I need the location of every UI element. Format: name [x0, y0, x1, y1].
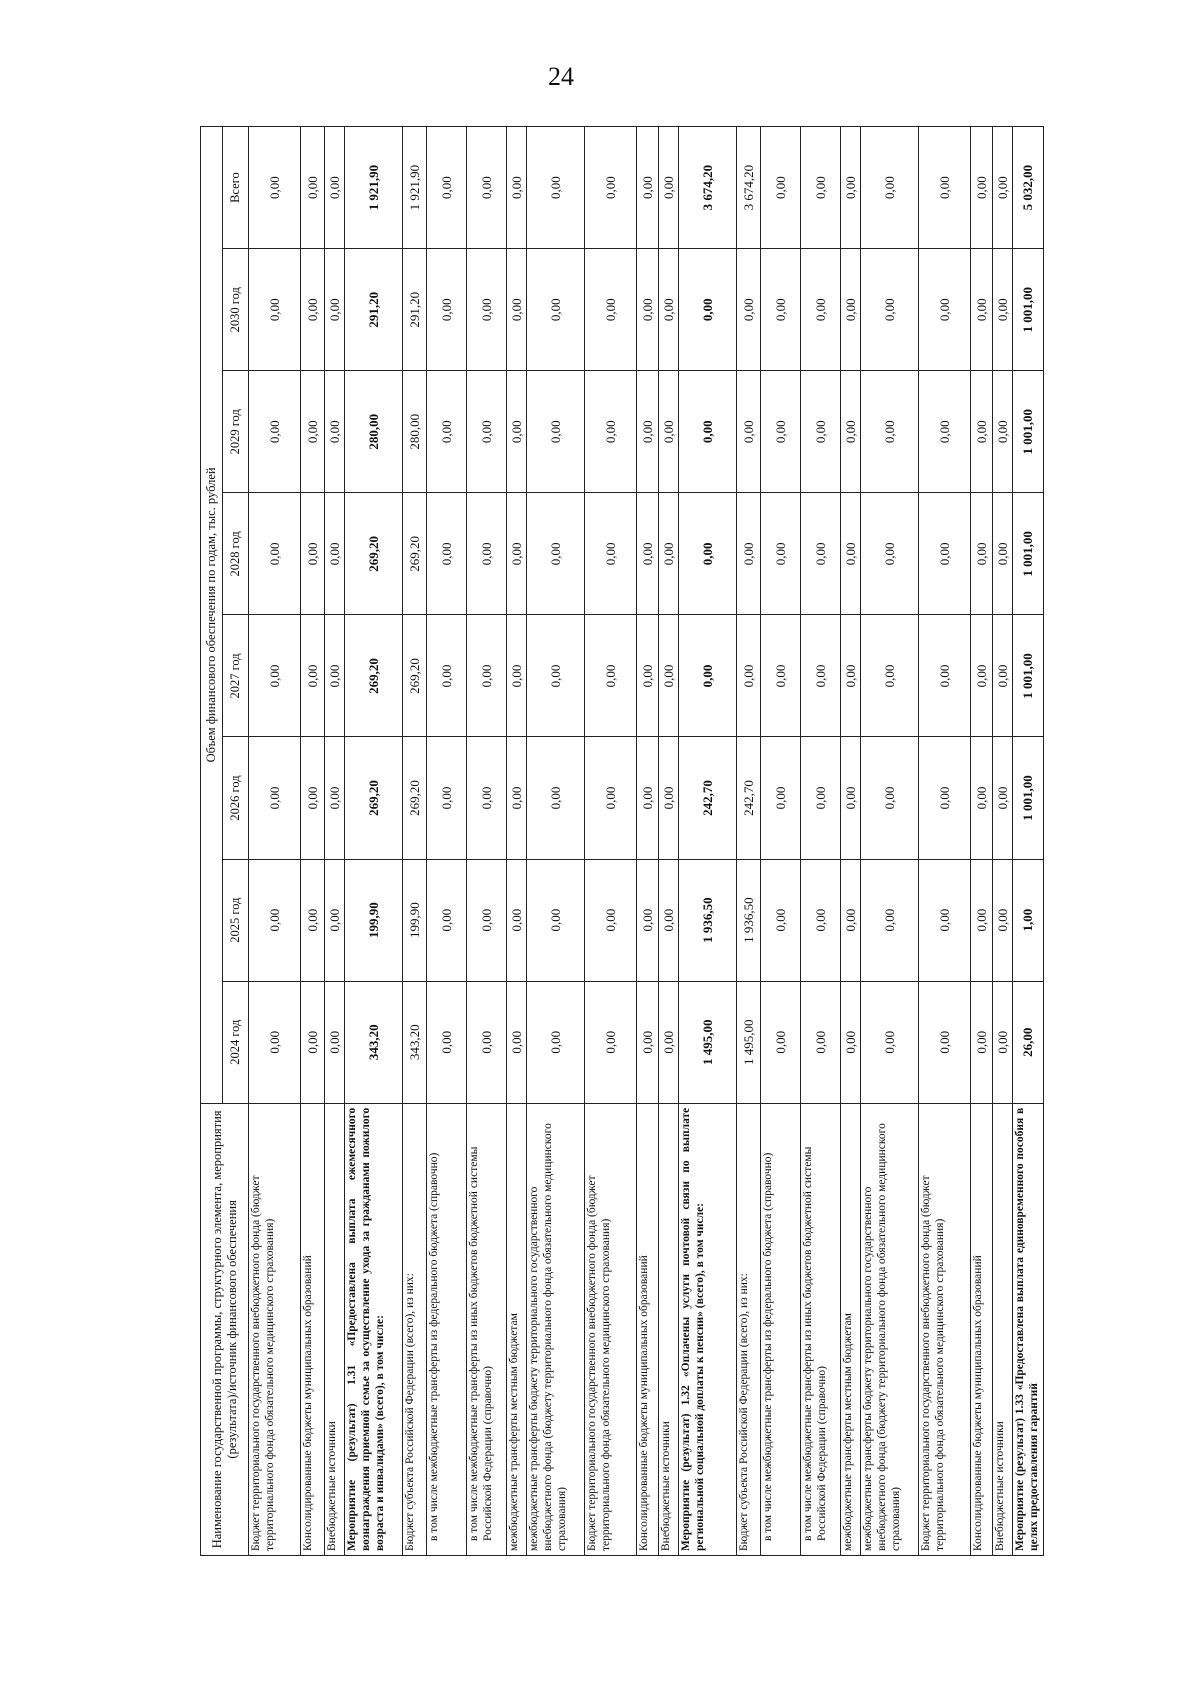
row-year-value: 0,00	[801, 615, 841, 737]
row-year-value: 0,00	[761, 737, 801, 859]
row-year-value: 0,00	[861, 615, 919, 737]
row-year-value: 0,00	[325, 371, 345, 493]
row-year-value: 0,00	[585, 981, 637, 1103]
row-total-value: 1 921,90	[403, 127, 427, 249]
row-year-value: 0,00	[527, 249, 585, 371]
row-year-value: 0,00	[919, 493, 971, 615]
row-year-value: 1 001,00	[1013, 371, 1044, 493]
row-year-value: 0,00	[993, 859, 1013, 981]
row-year-value: 0,00	[679, 371, 737, 493]
row-source-name: Внебюджетные источники	[659, 1103, 679, 1555]
row-year-value: 0,00	[971, 737, 993, 859]
row-year-value: 0,00	[249, 249, 301, 371]
row-year-value: 0,00	[249, 737, 301, 859]
row-year-value: 0,00	[993, 615, 1013, 737]
row-year-value: 0,00	[919, 371, 971, 493]
row-total-value: 0,00	[585, 127, 637, 249]
row-year-value: 0,00	[679, 249, 737, 371]
row-source-name: Консолидированные бюджеты муниципальных образований	[971, 1103, 993, 1555]
row-year-value: 0,00	[325, 859, 345, 981]
row-year-value: 0,00	[325, 981, 345, 1103]
row-year-value: 0,00	[585, 371, 637, 493]
row-year-value: 0,00	[585, 249, 637, 371]
row-total-value: 1 921,90	[345, 127, 403, 249]
row-total-value: 0,00	[971, 127, 993, 249]
row-year-value: 0,00	[971, 249, 993, 371]
row-year-value: 269,20	[345, 615, 403, 737]
table-row	[301, 127, 325, 1556]
row-year-value: 0,00	[761, 249, 801, 371]
row-year-value: 0,00	[993, 981, 1013, 1103]
row-year-value: 0,00	[659, 493, 679, 615]
row-year-value: 0,00	[507, 615, 527, 737]
row-year-value: 1 001,00	[1013, 249, 1044, 371]
row-year-value: 0,00	[861, 249, 919, 371]
row-year-value: 0,00	[679, 493, 737, 615]
row-year-value: 291,20	[403, 249, 427, 371]
row-year-value: 0,00	[527, 859, 585, 981]
row-total-value: 0,00	[861, 127, 919, 249]
row-year-value: 0,00	[249, 371, 301, 493]
row-year-value: 0,00	[301, 249, 325, 371]
header-total: Всего	[223, 127, 249, 249]
row-year-value: 0,00	[919, 859, 971, 981]
table-row	[841, 127, 861, 1556]
row-year-value: 0,00	[659, 615, 679, 737]
row-year-value: 269,20	[345, 493, 403, 615]
row-year-value: 0,00	[737, 371, 761, 493]
row-year-value: 0,00	[249, 615, 301, 737]
row-year-value: 0,00	[971, 493, 993, 615]
row-year-value: 0,00	[971, 371, 993, 493]
table-row	[679, 127, 737, 1556]
row-total-value: 0,00	[841, 127, 861, 249]
row-total-value: 0,00	[427, 127, 467, 249]
row-year-value: 0,00	[467, 493, 507, 615]
table-row	[761, 127, 801, 1556]
row-year-value: 269,20	[403, 493, 427, 615]
table-row	[325, 127, 345, 1556]
row-year-value: 0,00	[527, 615, 585, 737]
row-year-value: 1 495,00	[679, 981, 737, 1103]
table-row	[427, 127, 467, 1556]
row-year-value: 0,00	[249, 981, 301, 1103]
row-year-value: 0,00	[761, 371, 801, 493]
row-year-value: 0,00	[919, 737, 971, 859]
row-year-value: 0,00	[325, 249, 345, 371]
row-source-name: в том числе межбюджетные трансферты из иных бюджетов бюджетной системы Российской Федерации (справочно)	[801, 1103, 841, 1555]
row-year-value: 0,00	[737, 249, 761, 371]
row-total-value: 0,00	[993, 127, 1013, 249]
row-year-value: 0,00	[507, 371, 527, 493]
row-year-value: 0,00	[861, 371, 919, 493]
table-row	[737, 127, 761, 1556]
row-year-value: 0,00	[507, 493, 527, 615]
row-year-value: 0,00	[993, 371, 1013, 493]
row-year-value: 0,00	[801, 737, 841, 859]
row-year-value: 1 936,50	[679, 859, 737, 981]
row-year-value: 0,00	[637, 249, 659, 371]
row-year-value: 269,20	[403, 737, 427, 859]
row-year-value: 0,00	[325, 493, 345, 615]
row-source-name: Внебюджетные источники	[993, 1103, 1013, 1555]
row-year-value: 280,00	[345, 371, 403, 493]
row-year-value: 0,00	[637, 493, 659, 615]
row-total-value: 0,00	[325, 127, 345, 249]
row-year-value: 0,00	[993, 493, 1013, 615]
row-year-value: 26,00	[1013, 981, 1044, 1103]
header-year: 2026 год	[223, 737, 249, 859]
row-total-value: 0,00	[527, 127, 585, 249]
row-year-value: 199,90	[345, 859, 403, 981]
row-year-value: 0,00	[679, 615, 737, 737]
row-source-name: Бюджет субъекта Российской Федерации (всего), из них:	[403, 1103, 427, 1555]
row-year-value: 1 001,00	[1013, 493, 1044, 615]
row-total-value: 0,00	[467, 127, 507, 249]
row-year-value: 0,00	[427, 737, 467, 859]
table-row	[585, 127, 637, 1556]
table-row	[919, 127, 971, 1556]
table-row	[637, 127, 659, 1556]
row-total-value: 0,00	[659, 127, 679, 249]
row-total-value: 3 674,20	[679, 127, 737, 249]
table-row	[861, 127, 919, 1556]
row-source-name: Консолидированные бюджеты муниципальных образований	[301, 1103, 325, 1555]
row-year-value: 0,00	[637, 737, 659, 859]
page-number: 24	[548, 62, 574, 91]
row-year-value: 0,00	[659, 371, 679, 493]
row-source-name: в том числе межбюджетные трансферты из федерального бюджета (справочно)	[427, 1103, 467, 1555]
row-year-value: 0,00	[637, 981, 659, 1103]
row-year-value: 1 495,00	[737, 981, 761, 1103]
table-row	[993, 127, 1013, 1556]
row-source-name: Консолидированные бюджеты муниципальных образований	[637, 1103, 659, 1555]
row-year-value: 0,00	[467, 371, 507, 493]
row-source-name: межбюджетные трансферты местным бюджетам	[507, 1103, 527, 1555]
row-year-value: 0,00	[971, 615, 993, 737]
row-year-value: 0,00	[841, 615, 861, 737]
header-year: 2030 год	[223, 249, 249, 371]
row-year-value: 0,00	[861, 493, 919, 615]
row-year-value: 0,00	[507, 737, 527, 859]
row-year-value: 280,00	[403, 371, 427, 493]
row-source-name: межбюджетные трансферты бюджету территориального государственного внебюджетного фонда (бюджету территориального фонда обязательного медицинского страхования)	[861, 1103, 919, 1555]
row-year-value: 0,00	[249, 493, 301, 615]
row-year-value: 291,20	[345, 249, 403, 371]
table-row	[507, 127, 527, 1556]
table-row	[1013, 127, 1044, 1556]
row-source-name: межбюджетные трансферты местным бюджетам	[841, 1103, 861, 1555]
row-source-name: Мероприятие (результат) 1.31 «Предоставлена выплата ежемесячного вознаграждения приемной семье за осуществление ухода за гражданами пожилого возраста и инвалидами» (всего), в том числе:	[345, 1103, 403, 1555]
row-year-value: 0,00	[427, 493, 467, 615]
row-year-value: 0,00	[507, 249, 527, 371]
row-year-value: 0,00	[841, 981, 861, 1103]
row-year-value: 0,00	[301, 737, 325, 859]
row-year-value: 269,20	[403, 615, 427, 737]
header-year: 2024 год	[223, 981, 249, 1103]
row-year-value: 343,20	[345, 981, 403, 1103]
row-year-value: 0,00	[761, 615, 801, 737]
row-year-value: 0,00	[585, 859, 637, 981]
row-source-name: Бюджет субъекта Российской Федерации (всего), из них:	[737, 1103, 761, 1555]
row-year-value: 0,00	[325, 615, 345, 737]
row-year-value: 0,00	[841, 249, 861, 371]
header-year: 2029 год	[223, 371, 249, 493]
row-year-value: 0,00	[993, 737, 1013, 859]
row-year-value: 0,00	[761, 493, 801, 615]
row-year-value: 0,00	[971, 859, 993, 981]
row-total-value: 3 674,20	[737, 127, 761, 249]
row-year-value: 0,00	[841, 737, 861, 859]
row-year-value: 0,00	[841, 371, 861, 493]
row-source-name: Бюджет территориального государственного внебюджетного фонда (бюджет территориального фонда обязательного медицинского страхования)	[919, 1103, 971, 1555]
row-year-value: 0,00	[659, 981, 679, 1103]
row-source-name: Внебюджетные источники	[325, 1103, 345, 1555]
row-year-value: 0,00	[801, 371, 841, 493]
row-year-value: 0,00	[301, 859, 325, 981]
row-year-value: 0,00	[527, 981, 585, 1103]
row-year-value: 0,00	[301, 371, 325, 493]
table-row	[345, 127, 403, 1556]
row-year-value: 0,00	[919, 249, 971, 371]
row-total-value: 0,00	[919, 127, 971, 249]
row-total-value: 0,00	[801, 127, 841, 249]
row-total-value: 0,00	[637, 127, 659, 249]
row-year-value: 1 936,50	[737, 859, 761, 981]
row-year-value: 0,00	[919, 615, 971, 737]
row-year-value: 0,00	[467, 737, 507, 859]
row-year-value: 0,00	[801, 981, 841, 1103]
row-year-value: 0,00	[637, 859, 659, 981]
row-year-value: 0,00	[427, 249, 467, 371]
table-row	[403, 127, 427, 1556]
row-year-value: 242,70	[679, 737, 737, 859]
row-year-value: 0,00	[801, 493, 841, 615]
row-year-value: 0,00	[919, 981, 971, 1103]
table-body	[249, 127, 1044, 1556]
row-year-value: 0,00	[801, 859, 841, 981]
row-year-value: 242,70	[737, 737, 761, 859]
row-year-value: 0,00	[971, 981, 993, 1103]
row-source-name: в том числе межбюджетные трансферты из иных бюджетов бюджетной системы Российской Федерации (справочно)	[467, 1103, 507, 1555]
row-year-value: 0,00	[761, 859, 801, 981]
row-source-name: в том числе межбюджетные трансферты из федерального бюджета (справочно)	[761, 1103, 801, 1555]
row-year-value: 0,00	[761, 981, 801, 1103]
row-year-value: 0,00	[427, 371, 467, 493]
table-row	[467, 127, 507, 1556]
table-row	[527, 127, 585, 1556]
header-group: Объем финансового обеспечения по годам, тыс. рублей	[201, 127, 223, 1104]
row-source-name: Мероприятие (результат) 1.33 «Предоставлена выплата единовременного пособия в целях предоставления гарантий	[1013, 1103, 1044, 1555]
row-year-value: 1,00	[1013, 859, 1044, 981]
row-year-value: 343,20	[403, 981, 427, 1103]
row-year-value: 0,00	[249, 859, 301, 981]
row-year-value: 0,00	[527, 493, 585, 615]
row-year-value: 0,00	[507, 981, 527, 1103]
row-year-value: 0,00	[467, 981, 507, 1103]
row-year-value: 0,00	[427, 615, 467, 737]
row-year-value: 0,00	[301, 981, 325, 1103]
row-year-value: 0,00	[659, 737, 679, 859]
row-year-value: 0,00	[637, 615, 659, 737]
row-year-value: 1 001,00	[1013, 615, 1044, 737]
row-year-value: 0,00	[585, 493, 637, 615]
header-year: 2028 год	[223, 493, 249, 615]
row-source-name: Мероприятие (результат) 1.32 «Оплачены услуги почтовой связи по выплате региональной социальной доплаты к пенсии» (всего), в том числе:	[679, 1103, 737, 1555]
row-year-value: 0,00	[861, 981, 919, 1103]
row-source-name: Бюджет территориального государственного внебюджетного фонда (бюджет территориального фонда обязательного медицинского страхования)	[249, 1103, 301, 1555]
row-year-value: 0,00	[801, 249, 841, 371]
row-year-value: 0,00	[659, 859, 679, 981]
header-year: 2027 год	[223, 615, 249, 737]
row-year-value: 0,00	[301, 493, 325, 615]
row-year-value: 0,00	[467, 615, 507, 737]
row-year-value: 0,00	[527, 737, 585, 859]
row-year-value: 0,00	[993, 249, 1013, 371]
row-year-value: 0,00	[301, 615, 325, 737]
row-year-value: 199,90	[403, 859, 427, 981]
row-year-value: 1 001,00	[1013, 737, 1044, 859]
table-row	[971, 127, 993, 1556]
row-year-value: 0,00	[467, 859, 507, 981]
row-total-value: 0,00	[761, 127, 801, 249]
row-year-value: 0,00	[861, 859, 919, 981]
row-year-value: 0,00	[427, 981, 467, 1103]
row-year-value: 0,00	[659, 249, 679, 371]
row-year-value: 0,00	[637, 371, 659, 493]
row-total-value: 0,00	[301, 127, 325, 249]
rotated-table-container	[200, 126, 1040, 1556]
row-year-value: 0,00	[585, 615, 637, 737]
row-year-value: 0,00	[841, 493, 861, 615]
row-total-value: 5 032,00	[1013, 127, 1044, 249]
row-source-name: межбюджетные трансферты бюджету территориального государственного внебюджетного фонда (бюджету территориального фонда обязательного медицинского страхования)	[527, 1103, 585, 1555]
row-year-value: 0,00	[527, 371, 585, 493]
row-source-name: Бюджет территориального государственного внебюджетного фонда (бюджет территориального фонда обязательного медицинского страхования)	[585, 1103, 637, 1555]
table-row	[659, 127, 679, 1556]
row-year-value: 0,00	[325, 737, 345, 859]
table-row	[249, 127, 301, 1556]
row-year-value: 0,00	[585, 737, 637, 859]
row-year-value: 0,00	[861, 737, 919, 859]
row-year-value: 0,00	[427, 859, 467, 981]
table-row	[801, 127, 841, 1556]
header-name: Наименование государственной программы, структурного элемента, мероприятия (результата)/источник финансового обеспечения	[201, 1103, 249, 1555]
row-year-value: 0,00	[507, 859, 527, 981]
row-total-value: 0,00	[507, 127, 527, 249]
row-total-value: 0,00	[249, 127, 301, 249]
row-year-value: 0,00	[841, 859, 861, 981]
row-year-value: 0,00	[737, 615, 761, 737]
financing-table	[200, 126, 1044, 1556]
row-year-value: 0,00	[737, 493, 761, 615]
header-year: 2025 год	[223, 859, 249, 981]
row-year-value: 269,20	[345, 737, 403, 859]
row-year-value: 0,00	[467, 249, 507, 371]
